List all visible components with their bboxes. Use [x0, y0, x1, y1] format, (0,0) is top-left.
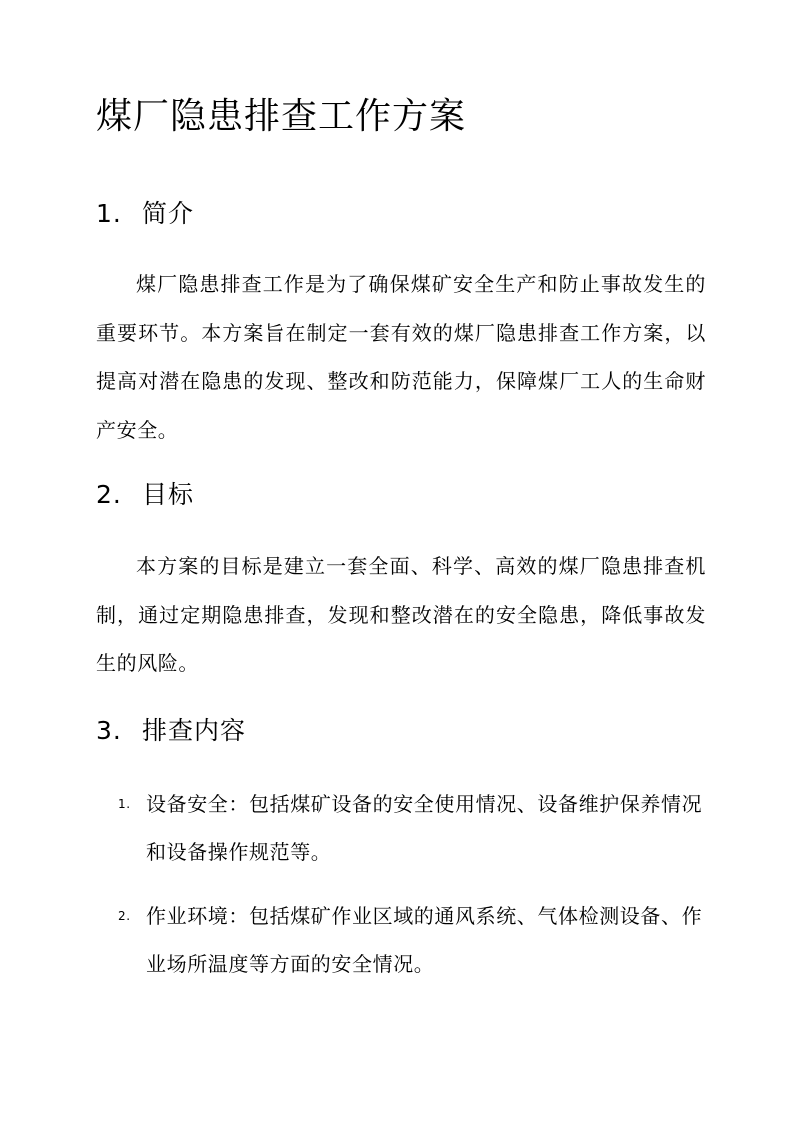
section-title: 简介 [142, 199, 195, 228]
section-paragraph-intro: 煤厂隐患排查工作是为了确保煤矿安全生产和防止事故发生的重要环节。本方案旨在制定一套有效的煤厂隐患排查工作方案，以提高对潜在隐患的发现、整改和防范能力，保障煤厂工人的生命财产安全。 [96, 272, 706, 442]
section-title: 排查内容 [142, 716, 247, 745]
section-number: 2. [96, 480, 122, 509]
list-item-text: 设备安全：包括煤矿设备的安全使用情况、设备维护保养情况和设备操作规范等。 [146, 792, 703, 864]
list-item-text: 作业环境：包括煤矿作业区域的通风系统、气体检测设备、作业场所温度等方面的安全情况。 [146, 904, 703, 976]
list-marker: 2. [118, 909, 131, 923]
section-heading-content [96, 713, 246, 749]
list-item-equipment [118, 780, 708, 876]
section-heading-intro [96, 196, 194, 232]
list-item-environment [118, 892, 708, 988]
list-marker: 1. [118, 797, 131, 811]
section-title: 目标 [142, 480, 195, 509]
section-paragraph-goal: 本方案的目标是建立一套全面、科学、高效的煤厂隐患排查机制，通过定期隐患排查，发现和整改潜在的安全隐患，降低事故发生的风险。 [96, 554, 706, 675]
section-number: 3. [96, 716, 122, 745]
section-heading-goal [96, 477, 194, 513]
document-title: 煤厂隐患排查工作方案 [96, 96, 467, 137]
section-number: 1. [96, 199, 122, 228]
